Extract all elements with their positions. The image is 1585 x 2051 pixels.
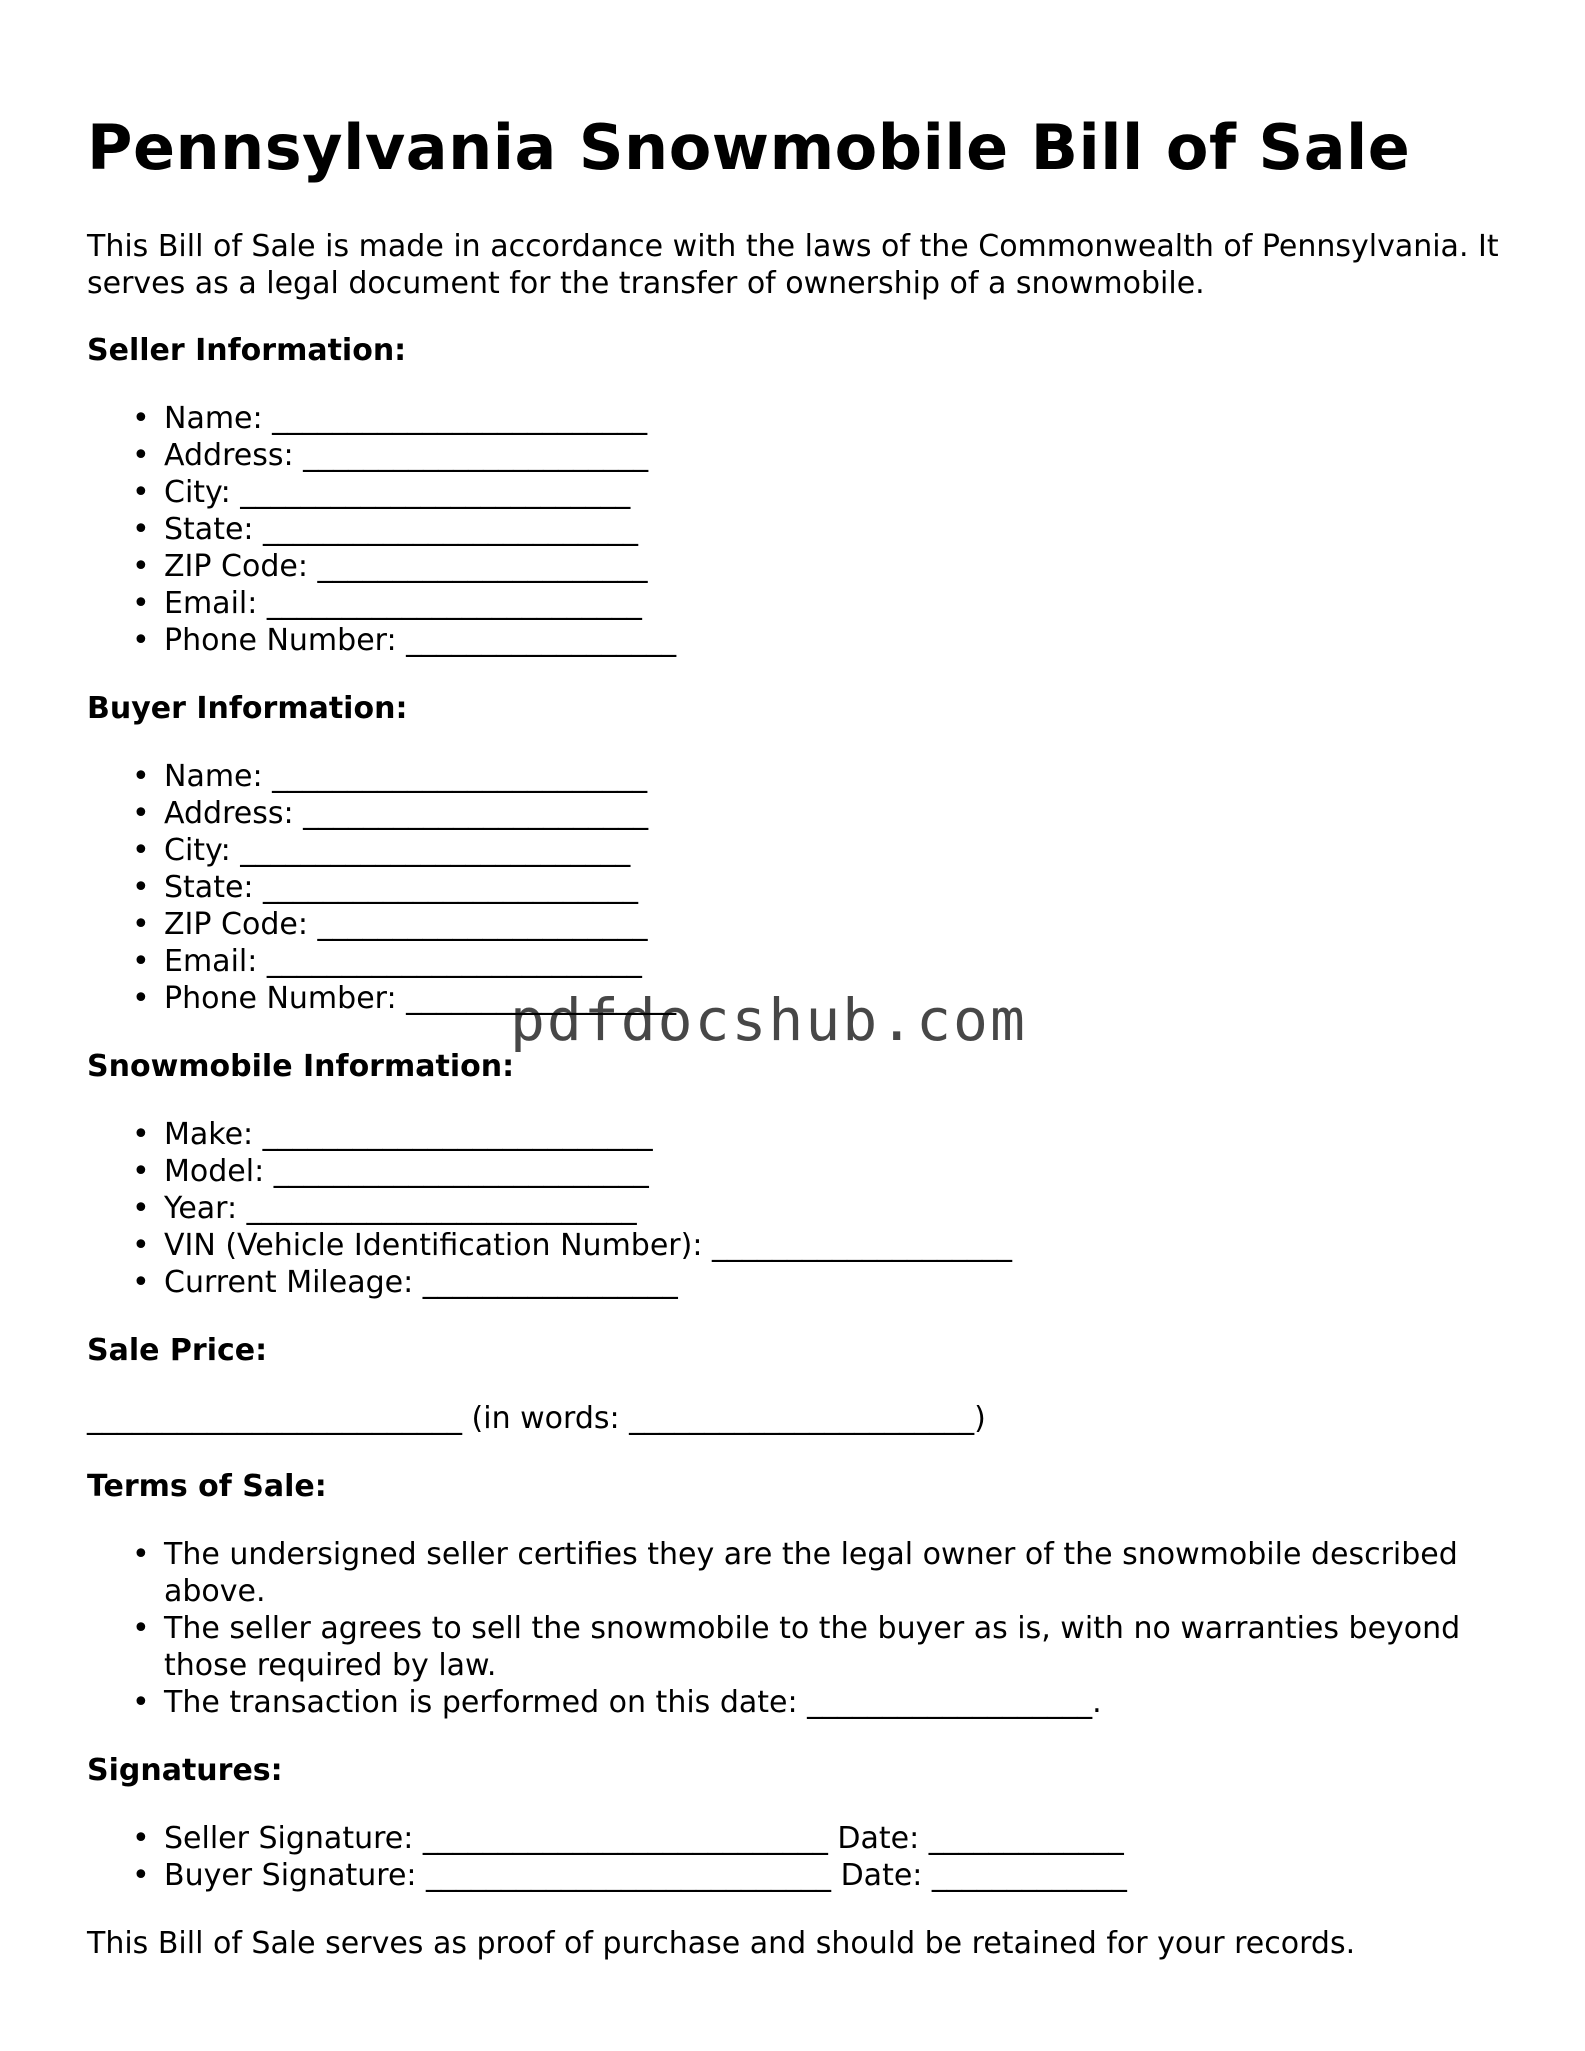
terms-item-date: • The transaction is performed on this date: ___________________. xyxy=(132,1685,1102,1720)
signatures-section-heading: Signatures: xyxy=(87,1753,283,1788)
buyer-name-field: • Name: _________________________ xyxy=(132,759,648,794)
seller-city-field: • City: __________________________ xyxy=(132,475,631,510)
terms-item-as-is: • The seller agrees to sell the snowmobile to the buyer as is, with no warranties beyond those required by law. xyxy=(132,1611,1461,1683)
sale-price-heading: Sale Price: xyxy=(87,1333,268,1368)
seller-signature-line: • Seller Signature: ___________________________ Date: _____________ xyxy=(132,1821,1124,1856)
terms-list xyxy=(87,1536,1507,1721)
document-title: Pennsylvania Snowmobile Bill of Sale xyxy=(87,111,1411,184)
seller-name-field: • Name: _________________________ xyxy=(132,401,648,436)
buyer-section-heading: Buyer Information: xyxy=(87,691,408,726)
seller-phone-field: • Phone Number: __________________ xyxy=(132,623,677,658)
buyer-city-field: • City: __________________________ xyxy=(132,833,631,868)
terms-section-heading: Terms of Sale: xyxy=(87,1469,327,1504)
signatures-list xyxy=(87,1820,1507,1894)
seller-address-field: • Address: _______________________ xyxy=(132,438,649,473)
seller-section-heading: Seller Information: xyxy=(87,333,407,368)
buyer-phone-field: • Phone Number: __________________ xyxy=(132,981,677,1016)
intro-paragraph: This Bill of Sale is made in accordance with the laws of the Commonwealth of Pennsylvania. It serves as a legal document for the transfer of ownership of a snowmobile. xyxy=(87,229,1499,301)
watermark: pdfdocshub.com xyxy=(510,986,1027,1054)
buyer-state-field: • State: _________________________ xyxy=(132,870,639,905)
sale-price-line: _________________________ (in words: _______________________) xyxy=(87,1401,986,1436)
snowmobile-fields-list xyxy=(87,1116,1507,1301)
footer-note: This Bill of Sale serves as proof of purchase and should be retained for your records. xyxy=(87,1926,1356,1961)
buyer-zip-field: • ZIP Code: ______________________ xyxy=(132,907,648,942)
terms-item-ownership: • The undersigned seller certifies they are the legal owner of the snowmobile described above. xyxy=(132,1537,1458,1609)
seller-email-field: • Email: _________________________ xyxy=(132,586,642,621)
buyer-address-field: • Address: _______________________ xyxy=(132,796,649,831)
buyer-email-field: • Email: _________________________ xyxy=(132,944,642,979)
seller-zip-field: • ZIP Code: ______________________ xyxy=(132,549,648,584)
document xyxy=(87,108,1507,1962)
buyer-fields-list xyxy=(87,758,1507,1017)
seller-state-field: • State: _________________________ xyxy=(132,512,639,547)
buyer-signature-line: • Buyer Signature: ___________________________ Date: _____________ xyxy=(132,1858,1127,1893)
snowmobile-section-heading: Snowmobile Information: xyxy=(87,1049,515,1084)
seller-fields-list xyxy=(87,400,1507,659)
snowmobile-vin-field: • VIN (Vehicle Identification Number): ____________________ xyxy=(132,1228,1012,1263)
snowmobile-mileage-field: • Current Mileage: _________________ xyxy=(132,1265,678,1300)
snowmobile-make-field: • Make: __________________________ xyxy=(132,1117,653,1152)
snowmobile-year-field: • Year: __________________________ xyxy=(132,1191,637,1226)
snowmobile-model-field: • Model: _________________________ xyxy=(132,1154,649,1189)
